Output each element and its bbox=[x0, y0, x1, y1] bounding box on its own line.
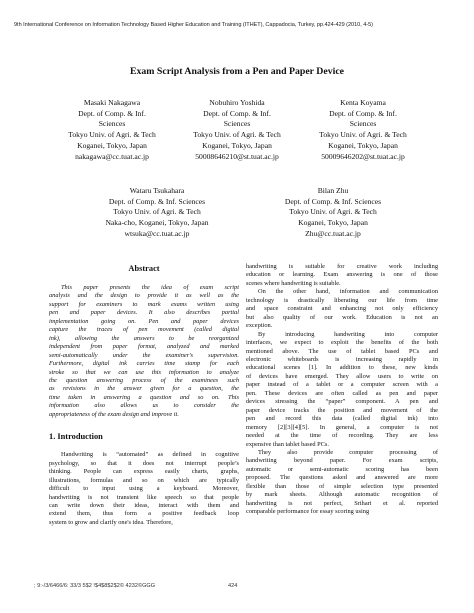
text-line: implementation going on. Pen and paper devices bbox=[49, 317, 239, 325]
author-dept: Sciences bbox=[349, 119, 377, 129]
author-block bbox=[82, 186, 232, 240]
author-name: Wataru Tsukahara bbox=[129, 186, 185, 195]
abstract-text bbox=[49, 284, 239, 419]
text-line: mentioned above. The use of tablet based PCs and bbox=[246, 347, 438, 355]
author-block bbox=[299, 98, 427, 162]
text-line: devices stressing the “paper” component. A pen and bbox=[246, 398, 438, 406]
author-dept: Dept. of Comp. & Inf. Sciences bbox=[284, 196, 382, 206]
author-address: Koganei, Tokyo, Japan bbox=[298, 218, 368, 228]
text-line: pen and paper devices. It also describes partial bbox=[49, 309, 239, 317]
text-line: pen. These devices are often called as pen and paper bbox=[246, 389, 438, 397]
author-email: nakagawa@cc.tuat.ac.jp bbox=[75, 151, 149, 161]
author-address: Naka-cho, Koganei, Tokyo, Japan bbox=[105, 218, 209, 228]
text-line: handwriting beyond paper. For exam scripts, bbox=[246, 457, 438, 465]
text-line: scenes where handwriting is suitable. bbox=[246, 279, 341, 287]
text-line: On the other hand, information and communication bbox=[258, 288, 438, 296]
text-line: pen and record this data (called digital ink) into bbox=[246, 415, 438, 423]
author-email: wtsuka@cc.tuat.ac.jp bbox=[124, 228, 190, 238]
text-line: analysis and the design to provide it as well as the bbox=[49, 292, 239, 300]
text-line: psychology, so that it does not interrupt people’s bbox=[49, 459, 239, 467]
author-dept: Sciences bbox=[98, 119, 126, 129]
text-line: extend them, thus form a positive feedback loop bbox=[49, 510, 239, 518]
text-line: electronic whiteboards is increasing rapidly in bbox=[246, 355, 438, 363]
introduction-text bbox=[49, 451, 239, 527]
author-univ: Tokyo Univ. of Agri. & Tech bbox=[319, 130, 407, 140]
text-line: education or learning. Exam answering is one of those bbox=[246, 271, 438, 279]
author-block bbox=[48, 98, 176, 162]
text-line: paper instead of a tablet or a computer screen with a bbox=[246, 381, 438, 389]
author-address: Koganei, Tokyo, Japan bbox=[202, 140, 272, 150]
author-block bbox=[258, 186, 408, 240]
text-line: This paper presents the idea of exam script bbox=[61, 284, 239, 291]
page-number: 424 bbox=[228, 583, 238, 589]
text-line: thinking. People can express easily charts, graphs, bbox=[49, 468, 239, 476]
text-line: Handwriting is “automated” as defined in cognitive bbox=[61, 451, 239, 459]
author-name: Kenta Koyama bbox=[340, 98, 386, 107]
author-univ: Tokyo Univ. of Agri. & Tech bbox=[289, 207, 377, 217]
text-line: memory [2][3][4][5]. In general, a computer is not bbox=[246, 423, 438, 431]
author-dept: Sciences bbox=[223, 119, 251, 129]
text-line: automatic or semi-automatic scoring has been bbox=[246, 465, 438, 473]
abstract-heading: Abstract bbox=[128, 264, 160, 273]
text-line: handwriting is not perfect, Srihari et al. reported bbox=[246, 499, 438, 507]
text-line: information also allows us to consider the bbox=[49, 402, 239, 410]
text-line: ink), allowing the answers to be reorganized bbox=[49, 334, 239, 342]
text-line: capture the traces of pen movement (called digital bbox=[49, 326, 239, 334]
text-line: semi-automatically under the examiner's supervision. bbox=[49, 351, 239, 359]
author-email: 50009646202@st.tuat.ac.jp bbox=[321, 151, 405, 161]
text-line: the question answering process of the examinees such bbox=[49, 376, 239, 384]
text-line: Furthermore, digital ink carries time stamp for each bbox=[49, 360, 239, 368]
text-line: expensive than tablet based PCs. bbox=[246, 440, 329, 448]
text-line: support for examiners to mark exams written using bbox=[49, 300, 239, 308]
author-block bbox=[173, 98, 301, 162]
author-dept: Dept. of Comp. & Inf. bbox=[203, 108, 271, 118]
conference-header: 9th International Conference on Information Technology Based Higher Education and Training (ITHET), Cappadocia, Turkey, pp.424-429 (2010, 4-5) bbox=[14, 22, 373, 28]
text-line: handwriting is suitable for creative work including bbox=[246, 263, 438, 270]
paragraph bbox=[246, 331, 438, 449]
author-univ: Tokyo Univ. of Agri. & Tech bbox=[68, 130, 156, 140]
author-name: Bilan Zhu bbox=[317, 186, 349, 195]
author-univ: Tokyo Univ. of Agri. & Tech bbox=[113, 207, 201, 217]
author-address: Koganei, Tokyo, Japan bbox=[328, 140, 398, 150]
text-line: stroke so that we can use this information to analyze bbox=[49, 368, 239, 376]
text-line: By introducing handwriting into computer bbox=[258, 330, 438, 338]
right-column bbox=[246, 263, 438, 517]
author-dept: Dept. of Comp. & Inf. bbox=[78, 108, 146, 118]
text-line: educational scenes [1]. In addition to these, new kinds bbox=[246, 364, 438, 372]
text-line: proposed. The questions asked and answered are more bbox=[246, 474, 438, 482]
text-line: needed at the time of recording. They are less bbox=[246, 432, 438, 440]
text-line: technology is drastically liberating our life from time bbox=[246, 296, 438, 304]
paragraph bbox=[246, 449, 438, 517]
paragraph bbox=[246, 288, 438, 330]
paper-title: Exam Script Analysis from a Pen and Paper Device bbox=[129, 66, 345, 77]
text-line: system to grow and clarify one's idea. Therefore, bbox=[49, 518, 173, 526]
text-line: exception. bbox=[246, 322, 273, 330]
text-line: and space constraint and enhancing not only efficiency bbox=[246, 305, 438, 313]
text-line: of devices have emerged. They allow users to write on bbox=[246, 372, 438, 380]
text-line: paper device tracks the position and movement of the bbox=[246, 406, 438, 414]
text-line: comparable performance for essay scoring using bbox=[246, 508, 370, 516]
text-line: illustrations, formulas and so on which are typically bbox=[49, 476, 239, 484]
author-name: Nobuhiro Yoshida bbox=[209, 98, 265, 107]
author-name: Masaki Nakagawa bbox=[83, 98, 141, 107]
author-dept: Dept. of Comp. & Inf. bbox=[329, 108, 397, 118]
author-email: 50008646210@st.tuat.ac.jp bbox=[195, 151, 279, 161]
text-line: They also provide computer processing of bbox=[258, 448, 438, 456]
text-line: interfaces, we expect to exploit the benefits of the both bbox=[246, 339, 438, 347]
text-line: flexible than those of simple selection type presented bbox=[246, 482, 438, 490]
text-line: can write down their ideas, interact with them and bbox=[49, 501, 239, 509]
author-univ: Tokyo Univ. of Agri. & Tech bbox=[193, 130, 281, 140]
paragraph bbox=[246, 263, 438, 288]
text-line: by mark sheets. Although automatic recognition of bbox=[246, 491, 438, 499]
text-line: handwriting is not transient like speech so that people bbox=[49, 493, 239, 501]
text-line: time taken in answering a question and so on. This bbox=[49, 393, 239, 401]
footer-code: ; 9:-/3/6466/6: 33/3 5$2 !$4$8$2$2© 4232©GGG bbox=[34, 583, 156, 589]
author-email: Zhu@cc.tuat.ac.jp bbox=[305, 228, 361, 238]
text-line: appropriateness of the exam design and improve it. bbox=[49, 410, 179, 418]
text-line: difficult to input using a keyboard. Moreover, bbox=[49, 485, 239, 493]
text-line: but also quality of our work. Education is not an bbox=[246, 313, 438, 321]
introduction-heading: 1. Introduction bbox=[49, 432, 103, 442]
author-dept: Dept. of Comp. & Inf. Sciences bbox=[108, 196, 206, 206]
text-line: as revisions in the answer given for a question, the bbox=[49, 385, 239, 393]
left-column bbox=[49, 263, 239, 527]
author-address: Koganei, Tokyo, Japan bbox=[77, 140, 147, 150]
text-line: independent from paper format, analyzed and marked bbox=[49, 343, 239, 351]
